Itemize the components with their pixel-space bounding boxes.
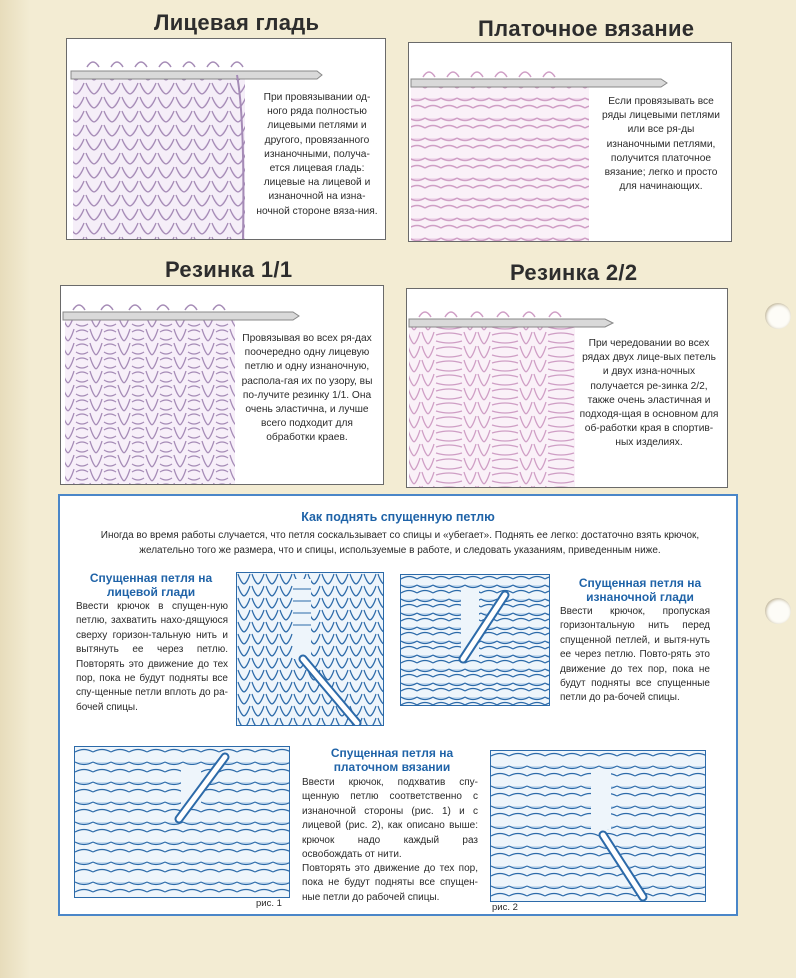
rib11-card <box>60 285 384 485</box>
rib22-card <box>406 288 728 488</box>
garter-fig1-illustration <box>74 746 290 898</box>
rib22-text: При чередовании во всех рядах двух лице-вых петель и двух изна-ночных получается ре-зинка 2/2, также очень эластичная и подходя-щая в основном для об-работки края в спортив-ных изделиях. <box>579 337 719 451</box>
purl-dropped-stitch-illustration <box>400 574 550 706</box>
garter-card <box>408 42 732 242</box>
garter-fig2-illustration <box>490 750 706 902</box>
rib11-title: Резинка 1/1 <box>165 257 293 282</box>
purl-section-text: Ввести крючок, пропуская горизонтальную нить перед спущенной петлей, и вытя-нуть ее через петлю. Повто-рять это движение до тех пор, пока не будут подняты все спущенные петли до ра-бочей спицы. <box>560 606 710 704</box>
dropped-stitch-panel <box>58 494 738 916</box>
garter-title: Платочное вязание <box>478 16 695 41</box>
knit-dropped-stitch-illustration <box>236 572 384 726</box>
stockinette-text: При провязывании од-ного ряда полностью лицевыми петлями и другого, провязанного изнаночными, получа-ется лицевая гладь: лицевые на лицевой и изнаночной на изна-ночной стороне вяза-ния. <box>255 91 379 219</box>
garter-text: Если провязывать все ряды лицевыми петлями или все ря-ды изнаночными петлями, получится платочное вязание; легко и просто для начинающих. <box>601 95 721 194</box>
dropped-stitch-intro: Иногда во время работы случается, что петля соскальзывает со спицы и «убегает». Поднять ее легко: достаточно взять крючок, желательно того же размера, что и спицы, используемые в работе, и следовать указаниям, приведенным ниже. <box>100 530 700 556</box>
purl-section-heading: Спущенная петля на изнаночной глади <box>578 576 702 604</box>
fig1-caption: рис. 1 <box>256 898 282 909</box>
page-binding-edge <box>0 0 30 978</box>
garter-section-heading: Спущенная петля на платочном вязании <box>330 746 454 774</box>
binder-hole-bottom <box>765 598 791 624</box>
knit-section-heading: Спущенная петля на лицевой глади <box>89 571 213 599</box>
rib11-text: Провязывая во всех ря-дах поочередно одну лицевую петлю и одну изнаночную, распола-гая их по узору, вы по-лучите резинку 1/1. Она очень эластична, и лучше всего подходит для обработки краев. <box>241 332 373 446</box>
garter-section-text: Ввести крючок, подхватив спу-щенную петлю соответственно с изнаночной стороны (рис. 1) и с лицевой (рис. 2), как описано выше: крючок надо каждый раз освобождать от нити. <box>302 777 478 861</box>
knit-section-text: Ввести крючок в спущен-ную петлю, захватить нахо-дящуюся сверху горизон-тальную нить и вытянуть ее через петлю. Повторять это движение до тех пор, пока не будут подняты все спу-щенные петли вплоть до ра-бочей спицы. <box>76 601 228 713</box>
stockinette-card <box>66 38 386 240</box>
fig2-caption: рис. 2 <box>492 902 518 913</box>
stockinette-title: Лицевая гладь <box>154 10 320 35</box>
garter-section-text-2: Повторять это движение до тех пор, пока не будут подняты все спущен-ные петли до рабочей спицы. <box>302 863 478 903</box>
dropped-stitch-title: Как поднять спущенную петлю <box>301 510 495 524</box>
binder-hole-top <box>765 303 791 329</box>
rib22-title: Резинка 2/2 <box>510 260 638 285</box>
